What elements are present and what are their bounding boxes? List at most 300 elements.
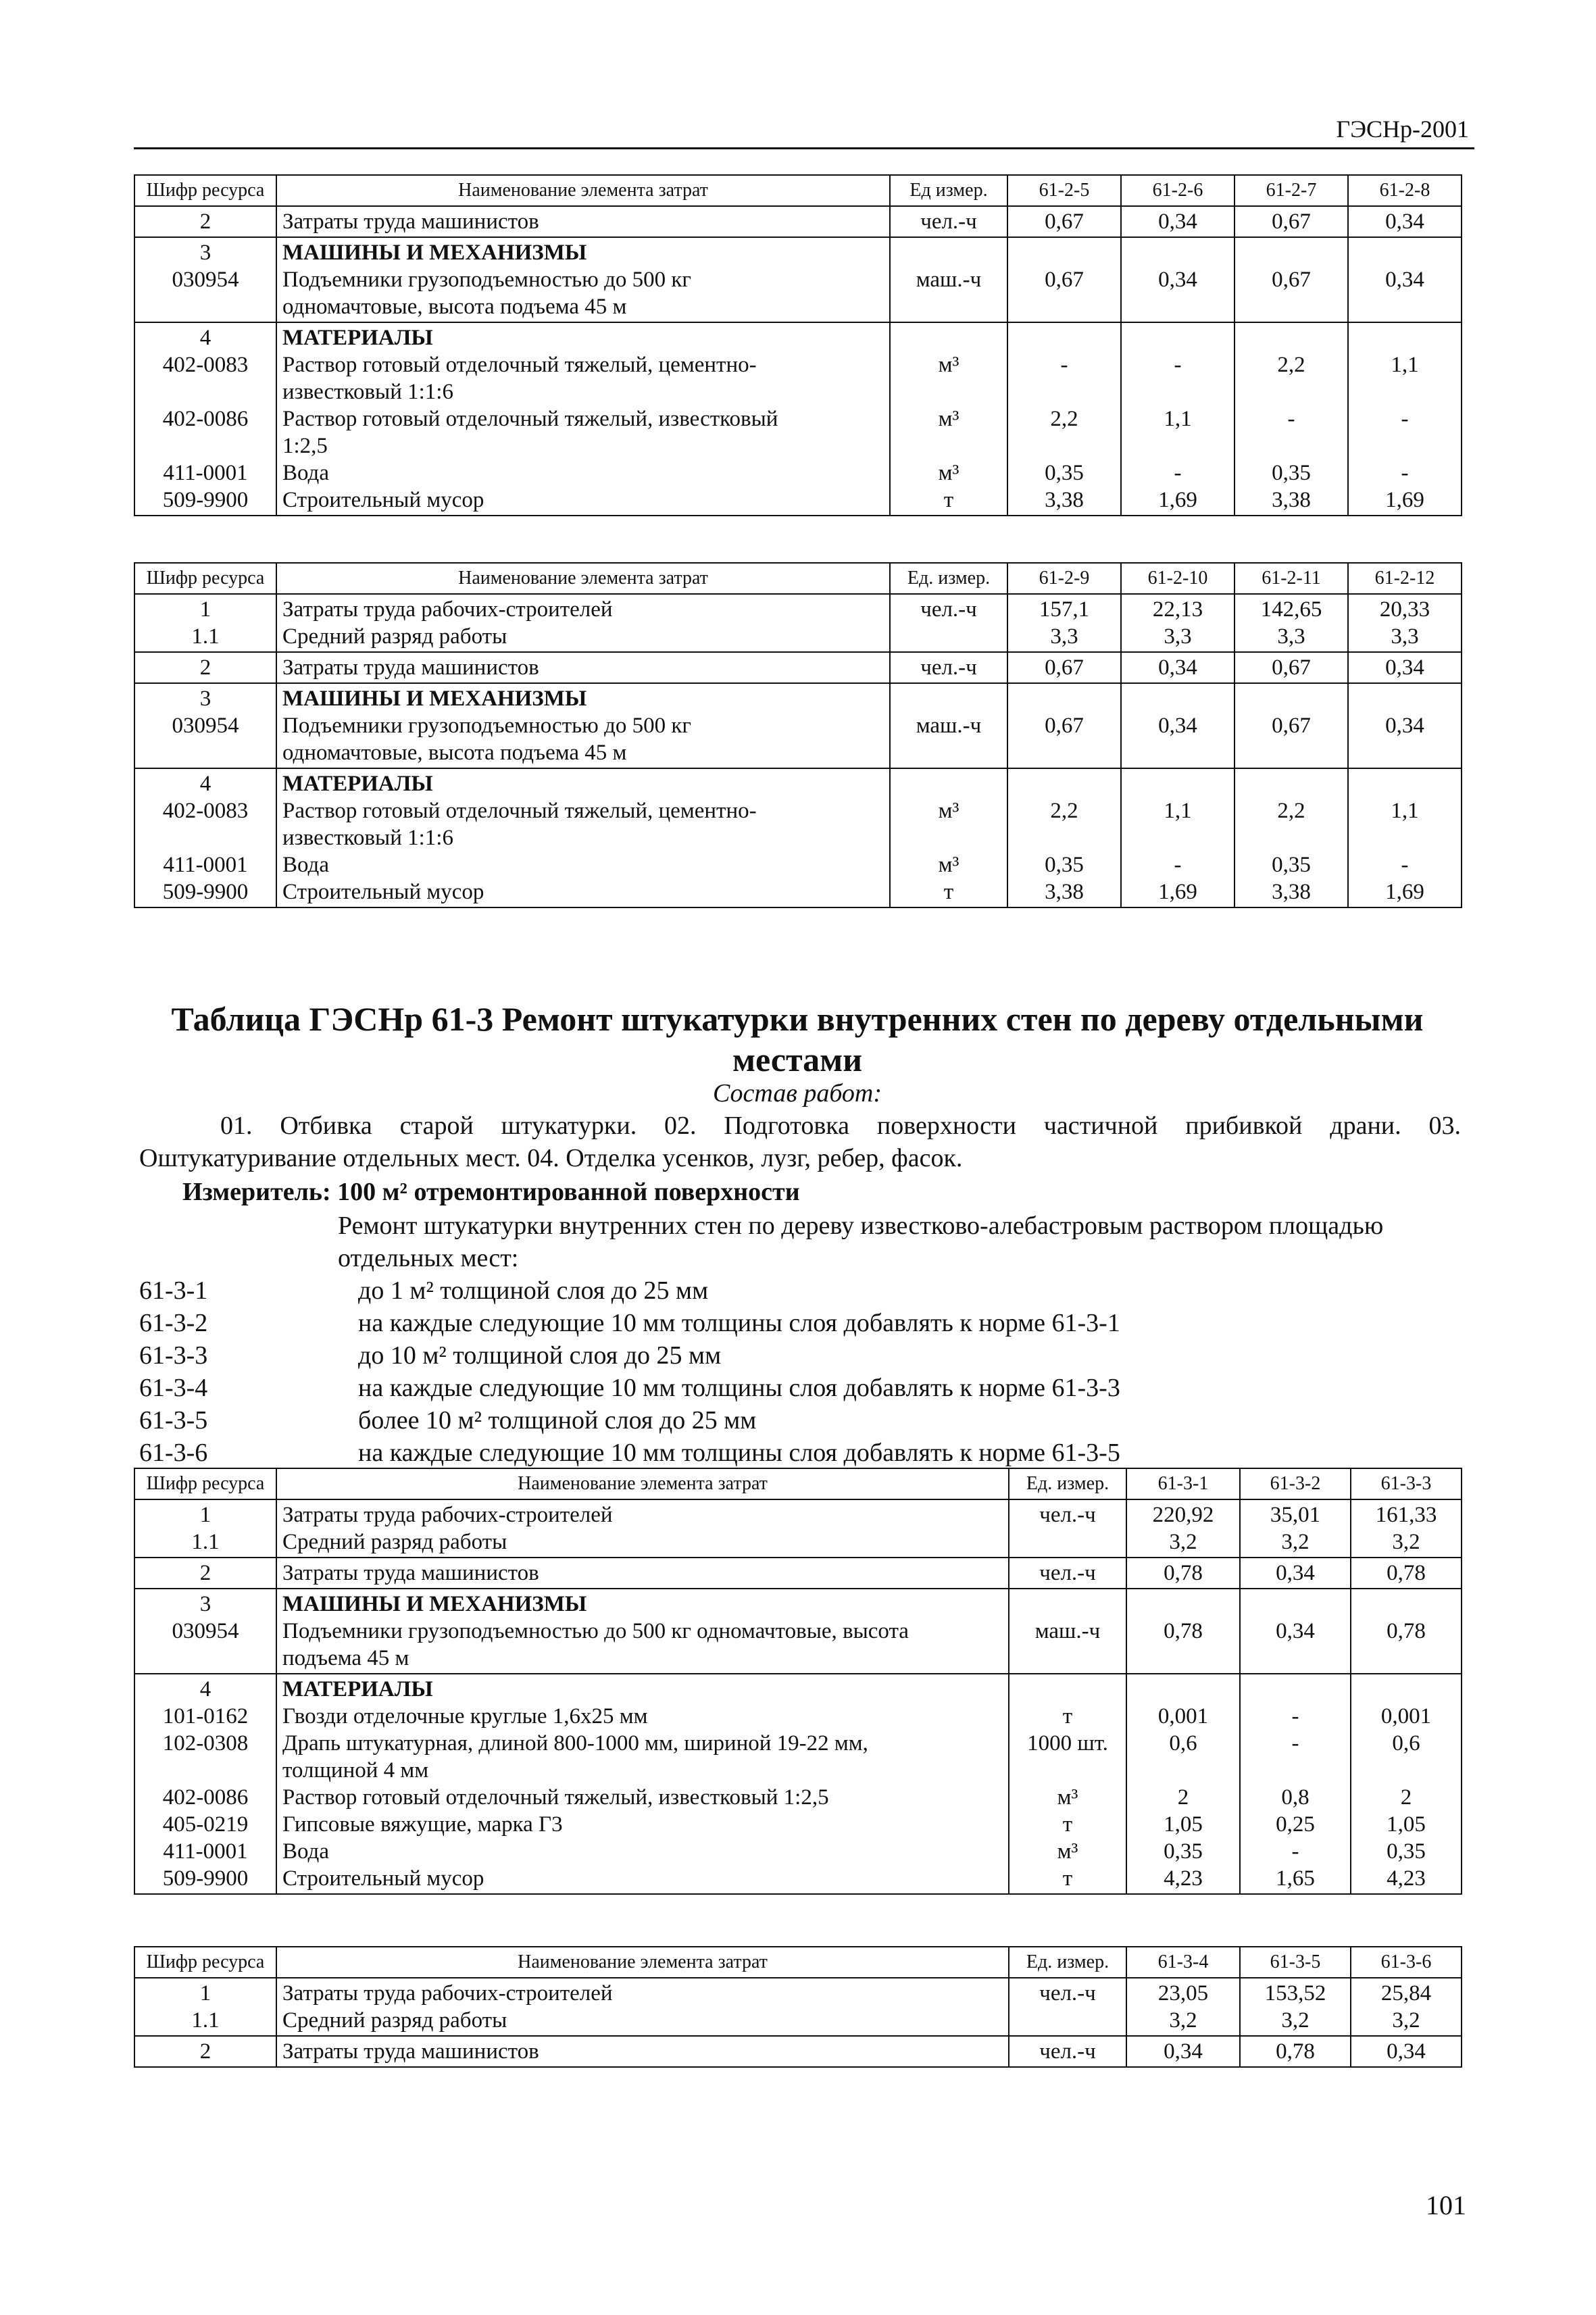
cell-line: 3 [199, 1592, 211, 1616]
header-norm-code: 61-2-5 [1007, 175, 1121, 206]
cell-line: 101-0162 [162, 1704, 249, 1728]
unit-cell [890, 652, 1007, 683]
resource-name-cell [276, 1978, 1009, 2036]
value-cell [1126, 1589, 1240, 1674]
cell-line: известковый 1:1:6 [282, 826, 453, 850]
header-rule [134, 147, 1474, 149]
value-cell [1126, 2036, 1240, 2067]
cell-line [1241, 824, 1342, 851]
cell-line: Средний разряд работы [282, 2008, 507, 2033]
cell-line [1015, 1591, 1120, 1618]
value-cell [1235, 652, 1348, 683]
cell-line: 1,05 [1387, 1812, 1426, 1837]
cell-line [1354, 432, 1455, 459]
norm-code: 61-3-2 [139, 1309, 208, 1337]
cell-line: маш.-ч [916, 268, 982, 292]
cell-line: 030954 [172, 714, 239, 738]
unit-cell [890, 768, 1007, 907]
cell-line: 4,23 [1164, 1866, 1203, 1891]
works-line-2: Оштукатуривание отдельных мест. 04. Отделка усенков, лузг, ребер, фасок. [139, 1144, 963, 1172]
cell-line: 0,34 [1276, 1619, 1315, 1643]
value-cell [1126, 1499, 1240, 1558]
cell-line: 3,38 [1045, 880, 1084, 904]
cell-line: 1 [199, 1503, 211, 1527]
cell-line [1246, 1591, 1345, 1618]
cell-line: Затраты труда машинистов [282, 655, 539, 680]
cell-line [1014, 324, 1115, 351]
cell-line [1014, 239, 1115, 266]
cell-line: 1,69 [1158, 488, 1197, 512]
cell-line: Строительный мусор [282, 1866, 484, 1891]
norm-description: на каждые следующие 10 мм толщины слоя добавлять к норме 61-3-3 [358, 1374, 1120, 1402]
works-line-1: 01. Отбивка старой штукатурки. 02. Подготовка поверхности частичной прибивкой драни. 03. [220, 1112, 1461, 1140]
cell-line: 0,67 [1272, 655, 1311, 680]
header-norm-code: 61-3-4 [1126, 1947, 1240, 1978]
cell-line: 142,65 [1260, 597, 1322, 622]
table-row [134, 1558, 1462, 1589]
unit-cell [890, 206, 1007, 237]
cell-line: 411-0001 [163, 853, 248, 877]
cell-line: 0,67 [1272, 268, 1311, 292]
value-cell [1121, 683, 1235, 768]
cell-line: Раствор готовый отделочный тяжелый, известковый 1:2,5 [282, 1785, 829, 1810]
cell-line [896, 432, 1001, 459]
value-cell [1235, 683, 1348, 768]
value-cell [1007, 652, 1121, 683]
cell-line: 3,3 [1277, 624, 1305, 649]
cell-line: 220,92 [1152, 1503, 1214, 1527]
value-cell [1240, 1499, 1351, 1558]
section-title-line1: Таблица ГЭСНр 61-3 Ремонт штукатурки внутренних стен по дереву отдельными [171, 1000, 1424, 1038]
cell-line: 0,6 [1169, 1731, 1197, 1756]
unit-cell [1009, 1499, 1126, 1558]
cell-line: 030954 [172, 1619, 239, 1643]
table-header-row [134, 175, 1462, 206]
cell-line: 0,78 [1164, 1561, 1203, 1585]
header-norm-code: 61-3-2 [1240, 1468, 1351, 1499]
section-title [135, 999, 1460, 1080]
header-norm-code: 61-3-3 [1351, 1468, 1462, 1499]
cell-line [1014, 432, 1115, 459]
cell-line: 4 [199, 772, 211, 796]
resource-name-cell [276, 322, 890, 516]
value-cell [1351, 1978, 1462, 2036]
intro-line-1: Ремонт штукатурки внутренних стен по дереву известково-алебастровым раствором площадью [338, 1212, 1384, 1240]
cell-line: чел.-ч [1039, 1561, 1096, 1585]
cell-line [1015, 1676, 1120, 1703]
header-norm-code: 61-2-6 [1121, 175, 1235, 206]
cell-line: 22,13 [1152, 597, 1203, 622]
cell-line: - [1287, 407, 1295, 431]
cell-line: Затраты труда рабочих-строителей [282, 1503, 613, 1527]
cell-line [1354, 824, 1455, 851]
cell-line [1354, 378, 1455, 405]
cell-line: 2 [199, 655, 211, 680]
cell-line: 0,34 [1385, 209, 1424, 234]
cell-line [1127, 824, 1228, 851]
table-row [134, 768, 1462, 907]
value-cell [1235, 594, 1348, 652]
resource-code-cell [134, 206, 276, 237]
cell-line: - [1174, 353, 1182, 377]
cell-line: 3,2 [1281, 1530, 1310, 1554]
cell-line [1127, 324, 1228, 351]
cell-line: 1.1 [191, 1530, 220, 1554]
cell-line [1132, 1676, 1234, 1703]
cell-line: Затраты труда рабочих-строителей [282, 597, 613, 622]
header-code-cell: Шифр ресурса [134, 1947, 276, 1978]
cell-line: - [1401, 853, 1409, 877]
table-row [134, 2036, 1462, 2067]
cell-line: 157,1 [1039, 597, 1090, 622]
cell-line: Раствор готовый отделочный тяжелый, известковый [282, 407, 778, 431]
header-unit-cell: Ед. измер. [1009, 1947, 1126, 1978]
cell-line: 1,1 [1391, 353, 1419, 377]
cell-line: 402-0083 [162, 353, 249, 377]
cell-line: Средний разряд работы [282, 1530, 507, 1554]
cell-line [1241, 324, 1342, 351]
table-row [134, 1674, 1462, 1894]
cell-line: 0,78 [1387, 1561, 1426, 1585]
unit-cell [890, 683, 1007, 768]
unit-cell [1009, 1978, 1126, 2036]
value-cell [1121, 768, 1235, 907]
cell-line [141, 1757, 270, 1784]
value-cell [1351, 1589, 1462, 1674]
header-unit-cell: Ед измер. [890, 175, 1007, 206]
cell-line: 161,33 [1375, 1503, 1437, 1527]
cell-line: т [1062, 1704, 1073, 1728]
value-cell [1007, 237, 1121, 322]
value-cell [1348, 683, 1462, 768]
cell-line: чел.-ч [920, 209, 977, 234]
cell-line [896, 685, 1001, 712]
cell-line [896, 770, 1001, 797]
cell-line: т [1062, 1866, 1073, 1891]
header-name-cell: Наименование элемента затрат [276, 1468, 1009, 1499]
norm-description: более 10 м² толщиной слоя до 25 мм [358, 1406, 757, 1435]
cell-line: 0,35 [1045, 461, 1084, 485]
header-name-cell: Наименование элемента затрат [276, 563, 890, 594]
cell-line: чел.-ч [1039, 1981, 1096, 2006]
cell-line: 102-0308 [162, 1731, 249, 1756]
cell-line: 0,34 [1385, 714, 1424, 738]
cell-line: - [1291, 1839, 1299, 1864]
cell-line [141, 378, 270, 405]
norm-table-61-2-5-8 [134, 174, 1462, 516]
cell-line: 1,1 [1391, 799, 1419, 823]
table-row [134, 683, 1462, 768]
cell-line: Затраты труда машинистов [282, 2039, 539, 2064]
cell-line: 3,38 [1045, 488, 1084, 512]
norm-table-61-2-9-12 [134, 562, 1462, 908]
cell-line: т [943, 488, 954, 512]
cell-line: 0,35 [1272, 461, 1311, 485]
cell-line: 1,69 [1158, 880, 1197, 904]
resource-name-cell [276, 768, 890, 907]
cell-line: 1.1 [191, 624, 220, 649]
cell-line: 2 [199, 209, 211, 234]
cell-line: Подъемники грузоподъемностью до 500 кг [282, 268, 691, 292]
header-norm-code: 61-2-12 [1348, 563, 1462, 594]
cell-line: м³ [1057, 1785, 1078, 1810]
works-heading: Состав работ: [712, 1079, 882, 1107]
cell-line: 1:2,5 [282, 434, 328, 458]
value-cell [1121, 206, 1235, 237]
page-number: 101 [1426, 2190, 1466, 2220]
cell-line: 1000 шт. [1027, 1731, 1108, 1756]
header-code-cell: Шифр ресурса [134, 563, 276, 594]
cell-line: 0,67 [1045, 655, 1084, 680]
cell-line: 0,25 [1276, 1812, 1315, 1837]
cell-line: 1.1 [191, 2008, 220, 2033]
cell-line [1014, 824, 1115, 851]
table-header-row [134, 563, 1462, 594]
cell-line: 1,69 [1385, 880, 1424, 904]
norm-table-61-3-1-3 [134, 1468, 1462, 1895]
cell-line: - [1291, 1704, 1299, 1728]
cell-line: 3,2 [1392, 2008, 1420, 2033]
cell-line: - [1401, 407, 1409, 431]
cell-line: 0,001 [1157, 1704, 1209, 1728]
header-code-cell: Шифр ресурса [134, 175, 276, 206]
value-cell [1348, 594, 1462, 652]
table-row [134, 322, 1462, 516]
value-cell [1121, 594, 1235, 652]
cell-line [1127, 685, 1228, 712]
cell-line: чел.-ч [1039, 2039, 1096, 2064]
cell-line [1014, 770, 1115, 797]
cell-line: 0,34 [1276, 1561, 1315, 1585]
cell-line: т [943, 880, 954, 904]
cell-line: 3,38 [1272, 488, 1311, 512]
cell-line: 20,33 [1379, 597, 1430, 622]
cell-line: 0,35 [1045, 853, 1084, 877]
resource-name-cell [276, 206, 890, 237]
cell-line [1127, 239, 1228, 266]
value-cell [1348, 652, 1462, 683]
cell-line: 0,34 [1387, 2039, 1426, 2064]
cell-line: Вода [282, 853, 329, 877]
cell-line: 2,2 [1277, 353, 1305, 377]
header-norm-code: 61-2-11 [1235, 563, 1348, 594]
cell-line: 4 [199, 1677, 211, 1701]
resource-code-cell [134, 683, 276, 768]
cell-line: одномачтовые, высота подъема 45 м [282, 741, 627, 765]
cell-line: чел.-ч [920, 597, 977, 622]
cell-line: чел.-ч [920, 655, 977, 680]
cell-line: 0,78 [1276, 2039, 1315, 2064]
value-cell [1007, 206, 1121, 237]
norm-description: на каждые следующие 10 мм толщины слоя добавлять к норме 61-3-5 [358, 1439, 1120, 1467]
header-unit-cell: Ед. измер. [890, 563, 1007, 594]
resource-name-cell [276, 237, 890, 322]
cell-line: МАШИНЫ И МЕХАНИЗМЫ [282, 687, 587, 711]
cell-line: 0,001 [1380, 1704, 1432, 1728]
cell-line: 0,78 [1164, 1619, 1203, 1643]
cell-line: м³ [1057, 1839, 1078, 1864]
value-cell [1348, 322, 1462, 516]
resource-name-cell [276, 1499, 1009, 1558]
resource-name-cell [276, 652, 890, 683]
table-header-row [134, 1947, 1462, 1978]
cell-line: - [1401, 461, 1409, 485]
norm-description: до 10 м² толщиной слоя до 25 мм [358, 1341, 722, 1370]
header-code-cell: Шифр ресурса [134, 1468, 276, 1499]
value-cell [1348, 206, 1462, 237]
cell-line: Драпь штукатурная, длиной 800-1000 мм, шириной 19-22 мм, [282, 1731, 868, 1756]
resource-code-cell [134, 237, 276, 322]
value-cell [1351, 2036, 1462, 2067]
cell-line: т [1062, 1812, 1073, 1837]
cell-line: 402-0083 [162, 799, 249, 823]
cell-line [1127, 770, 1228, 797]
resource-name-cell [276, 1589, 1009, 1674]
cell-line: Подъемники грузоподъемностью до 500 кг одномачтовые, высота [282, 1619, 909, 1643]
cell-line: 3 [199, 687, 211, 711]
cell-line: - [1174, 461, 1182, 485]
header-unit-cell: Ед. измер. [1009, 1468, 1126, 1499]
cell-line [141, 432, 270, 459]
cell-line: 0,34 [1385, 268, 1424, 292]
cell-line [896, 324, 1001, 351]
header-norm-code: 61-3-5 [1240, 1947, 1351, 1978]
cell-line: - [1060, 353, 1068, 377]
unit-cell [1009, 2036, 1126, 2067]
cell-line: 3,3 [1050, 624, 1078, 649]
value-cell [1007, 594, 1121, 652]
value-cell [1240, 1558, 1351, 1589]
norm-code: 61-3-1 [139, 1276, 208, 1305]
cell-line [1354, 324, 1455, 351]
resource-code-cell [134, 1558, 276, 1589]
cell-line [1127, 432, 1228, 459]
cell-line: 2 [199, 1561, 211, 1585]
cell-line [1357, 1676, 1455, 1703]
cell-line: Затраты труда машинистов [282, 209, 539, 234]
cell-line: 3,2 [1281, 2008, 1310, 2033]
resource-code-cell [134, 1674, 276, 1894]
value-cell [1351, 1499, 1462, 1558]
cell-line [1354, 239, 1455, 266]
unit-cell [890, 237, 1007, 322]
cell-line [1241, 770, 1342, 797]
unit-cell [890, 322, 1007, 516]
cell-line: Раствор готовый отделочный тяжелый, цементно- [282, 799, 757, 823]
cell-line: Гвозди отделочные круглые 1,6х25 мм [282, 1704, 648, 1728]
cell-line: 0,67 [1272, 714, 1311, 738]
cell-line: 2 [1400, 1785, 1412, 1810]
table-row [134, 206, 1462, 237]
value-cell [1235, 206, 1348, 237]
cell-line: 1,65 [1276, 1866, 1315, 1891]
cell-line [1241, 378, 1342, 405]
cell-line: 2,2 [1277, 799, 1305, 823]
cell-line: Затраты труда рабочих-строителей [282, 1981, 613, 2006]
cell-line [1357, 1757, 1455, 1784]
resource-name-cell [276, 683, 890, 768]
section-title-line2: местами [732, 1041, 863, 1078]
table-header-row [134, 1468, 1462, 1499]
cell-line: чел.-ч [1039, 1503, 1096, 1527]
value-cell [1240, 1589, 1351, 1674]
cell-line [1015, 1528, 1120, 1555]
cell-line: 4 [199, 326, 211, 350]
cell-line: 23,05 [1157, 1981, 1209, 2006]
cell-line [1246, 1757, 1345, 1784]
resource-code-cell [134, 2036, 276, 2067]
cell-line: 0,35 [1272, 853, 1311, 877]
cell-line [141, 824, 270, 851]
cell-line: МАТЕРИАЛЫ [282, 326, 433, 350]
header-norm-code: 61-2-10 [1121, 563, 1235, 594]
norm-description: на каждые следующие 10 мм толщины слоя добавлять к норме 61-3-1 [358, 1309, 1120, 1337]
cell-line: 1,05 [1164, 1812, 1203, 1837]
value-cell [1351, 1558, 1462, 1589]
value-cell [1235, 322, 1348, 516]
cell-line: одномачтовые, высота подъема 45 м [282, 295, 627, 319]
cell-line [1357, 1591, 1455, 1618]
resource-code-cell [134, 1589, 276, 1674]
resource-code-cell [134, 768, 276, 907]
unit-cell [890, 594, 1007, 652]
cell-line: 1,69 [1385, 488, 1424, 512]
cell-line: 2 [199, 2039, 211, 2064]
cell-line: 0,67 [1272, 209, 1311, 234]
cell-line: МАТЕРИАЛЫ [282, 772, 433, 796]
cell-line: 402-0086 [162, 407, 249, 431]
cell-line: Гипсовые вяжущие, марка Г3 [282, 1812, 563, 1837]
unit-cell [1009, 1674, 1126, 1894]
cell-line: МАШИНЫ И МЕХАНИЗМЫ [282, 1592, 587, 1616]
cell-line [1015, 2007, 1120, 2034]
value-cell [1121, 322, 1235, 516]
resource-code-cell [134, 1978, 276, 2036]
value-cell [1126, 1558, 1240, 1589]
cell-line: 4,23 [1387, 1866, 1426, 1891]
cell-line: Вода [282, 461, 329, 485]
cell-line [1354, 685, 1455, 712]
value-cell [1235, 768, 1348, 907]
cell-line: 3,3 [1164, 624, 1192, 649]
cell-line: 411-0001 [163, 1839, 248, 1864]
cell-line [1014, 378, 1115, 405]
cell-line: маш.-ч [1034, 1619, 1101, 1643]
value-cell [1351, 1674, 1462, 1894]
value-cell [1235, 237, 1348, 322]
cell-line: м³ [938, 853, 959, 877]
value-cell [1126, 1978, 1240, 2036]
cell-line: м³ [938, 353, 959, 377]
cell-line: 0,34 [1158, 209, 1197, 234]
value-cell [1121, 237, 1235, 322]
cell-line: 509-9900 [162, 880, 249, 904]
cell-line: Строительный мусор [282, 880, 484, 904]
resource-code-cell [134, 1499, 276, 1558]
cell-line: 2 [1177, 1785, 1189, 1810]
cell-line: 0,34 [1158, 655, 1197, 680]
cell-line: маш.-ч [916, 714, 982, 738]
cell-line: известковый 1:1:6 [282, 380, 453, 404]
cell-line: 405-0219 [162, 1812, 249, 1837]
cell-line: 1 [199, 597, 211, 622]
cell-line [1015, 1757, 1120, 1784]
cell-line: 0,34 [1385, 655, 1424, 680]
resource-code-cell [134, 594, 276, 652]
header-norm-code: 61-2-9 [1007, 563, 1121, 594]
cell-line [896, 824, 1001, 851]
cell-line: 3,2 [1169, 1530, 1197, 1554]
